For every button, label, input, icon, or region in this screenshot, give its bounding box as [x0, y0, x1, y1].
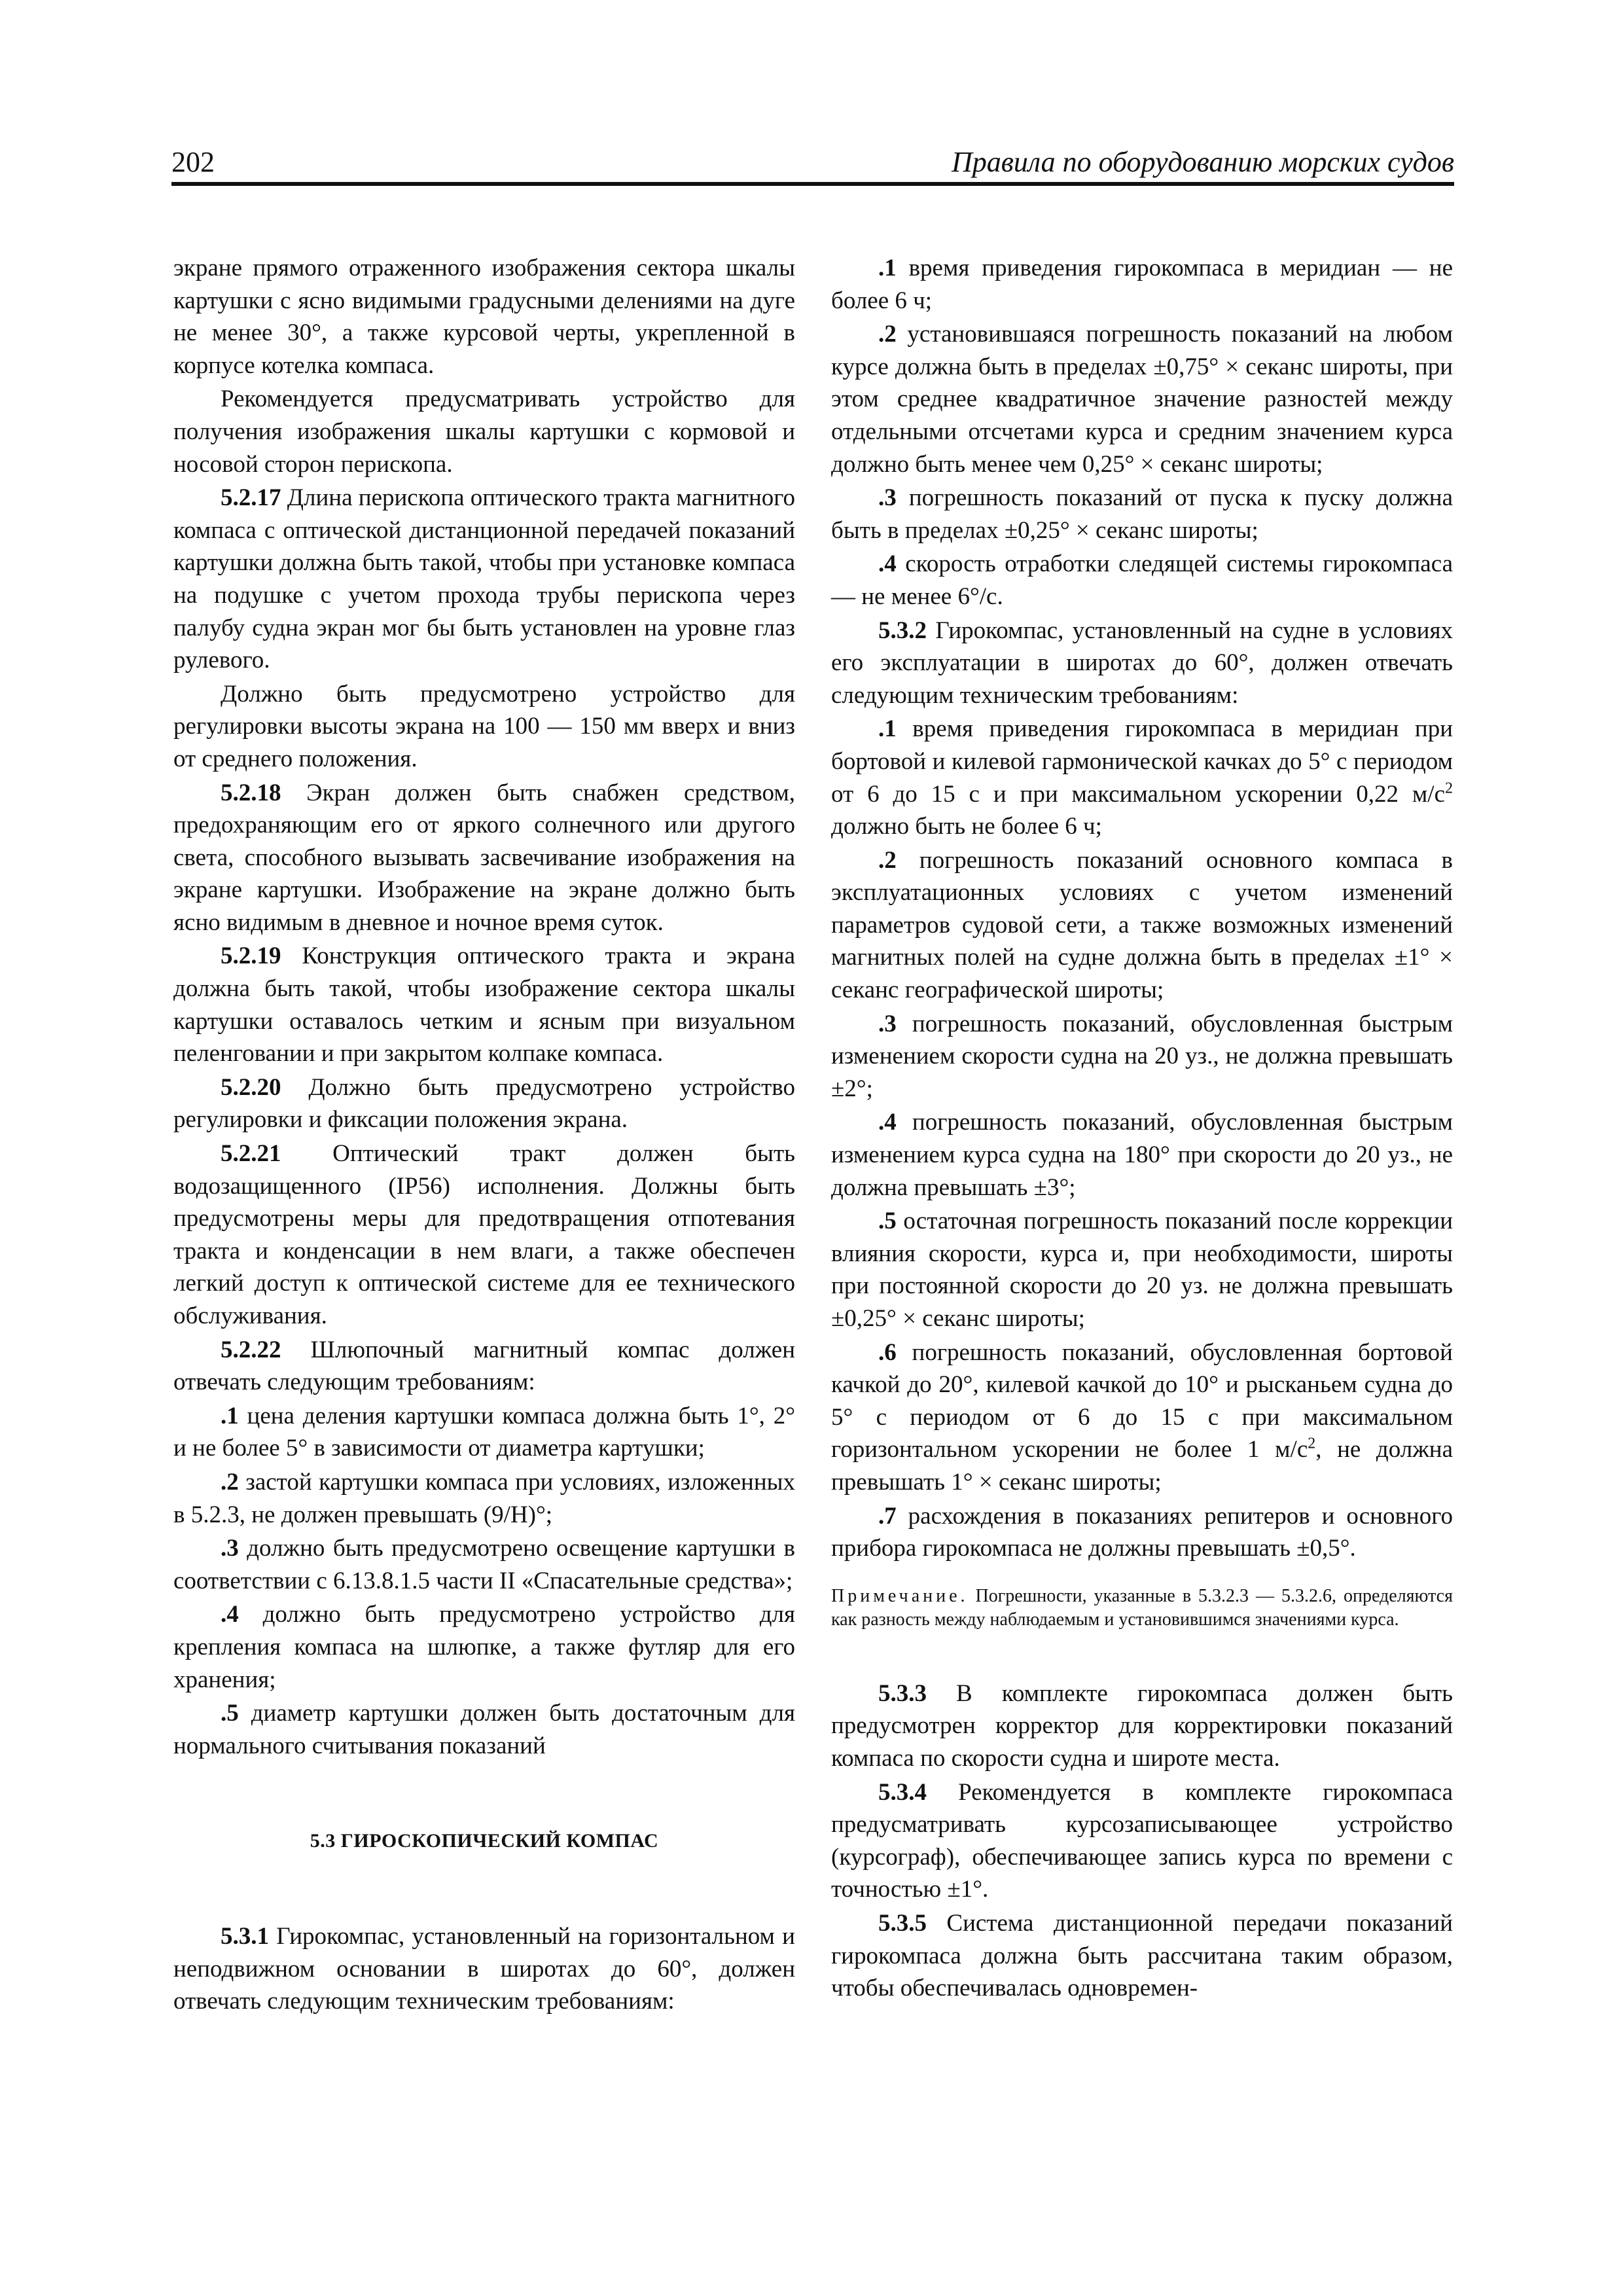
note: Примечание. Погрешности, указанные в 5.3.2.3 — 5.3.2.6, определяются как разность между наблюдаемым и установившимся значениями курса.	[831, 1585, 1453, 1630]
list-item: .7 расхождения в показаниях репитеров и основного прибора гирокомпаса не должны превышать ±0,5°.	[831, 1502, 1453, 1562]
list-item: .3 погрешность показаний от пуска к пуску должна быть в пределах ±0,25° × секанс широты;	[831, 484, 1453, 544]
clause-5-3-1: 5.3.1 Гирокомпас, установленный на горизонтальном и неподвижном основании в широтах до 60°, должен отвечать следующим техническим требованиям:	[173, 1922, 795, 2015]
clause-5-2-21: 5.2.21 Оптический тракт должен быть водозащищенного (IP56) исполнения. Должны быть предусмотрены меры для предотвращения отпотевания тракта и конденсации в нем влаги, а также обеспечен легкий доступ к оптической системе для ее технического обслуживания.	[173, 1140, 795, 1329]
list-item: .4 должно быть предусмотрено устройство для крепления компаса на шлюпке, а также футляр для его хранения;	[173, 1601, 795, 1693]
running-title: Правила по оборудованию морских судов	[951, 146, 1454, 178]
left-column	[173, 252, 795, 2019]
list-item: .2 установившаяся погрешность показаний на любом курсе должна быть в пределах ±0,75° × секанс широты, при этом среднее квадратичное значение разностей между отдельными отсчетами курса и средним значением курса должно быть менее чем 0,25° × секанс широты;	[831, 321, 1453, 478]
clause-5-2-17: 5.2.17 Длина перископа оптического тракта магнитного компаса с оптической дистанционной передачей показаний картушки должна быть такой, чтобы при установке компаса на подушке с учетом прохода трубы перископа через палубу судна экран мог бы быть установлен на уровне глаз рулевого.	[173, 484, 795, 674]
clause-5-3-3: 5.3.3 В комплекте гирокомпаса должен быть предусмотрен корректор для корректировки показаний компаса по скорости судна и широте места.	[831, 1679, 1453, 1772]
clause-5-3-2: 5.3.2 Гирокомпас, установленный на судне в условиях его эксплуатации в широтах до 60°, должен отвечать следующим техническим требованиям:	[831, 617, 1453, 709]
list-item: .4 погрешность показаний, обусловленная быстрым изменением курса судна на 180° при скорости до 20 уз., не должна превышать ±3°;	[831, 1109, 1453, 1201]
list-item: .6 погрешность показаний, обусловленная бортовой качкой до 20°, килевой качкой до 10° и рысканьем судна до 5° с периодом от 6 до 15 с при максимальном горизонтальном ускорении не более 1 $м/с^2$, не должна превышать 1° × секанс широты;	[831, 1338, 1453, 1496]
section-heading: 5.3 ГИРОСКОПИЧЕСКИЙ КОМПАС	[310, 1830, 659, 1852]
clause-5-2-20: 5.2.20 Должно быть предусмотрено устройство регулировки и фиксации положения экрана.	[173, 1073, 795, 1134]
note-label: Примечание.	[831, 1585, 969, 1606]
clause-5-3-5: 5.3.5 Система дистанционной передачи показаний гирокомпаса должна быть рассчитана таким образом, чтобы обеспечивалась одновремен-	[831, 1909, 1453, 2002]
list-item: .1 время приведения гирокомпаса в меридиан при бортовой и килевой гармонической качках до 5° с периодом от 6 до 15 с и при максимальном ускорении 0,22 $м/с^2$ должно быть не более 6 ч;	[831, 715, 1453, 840]
list-item: .1 цена деления картушки компаса должна быть 1°, 2° и не более 5° в зависимости от диаметра картушки;	[173, 1402, 795, 1462]
list-item: .4 скорость отработки следящей системы гирокомпаса — не менее 6°/с.	[831, 550, 1453, 610]
list-item: .3 должно быть предусмотрено освещение картушки в соответствии с 6.13.8.1.5 части II «Спасательные средства»;	[173, 1535, 795, 1594]
list-item: .2 погрешность показаний основного компаса в эксплуатационных условиях с учетом изменений параметров судовой сети, а также возможных изменений магнитных полей на судне должна быть в пределах ±1° × секанс географической широты;	[831, 846, 1453, 1004]
list-item: .1 время приведения гирокомпаса в меридиан — не более 6 ч;	[831, 255, 1453, 314]
list-item: .5 диаметр картушки должен быть достаточным для нормального считывания показаний	[173, 1700, 795, 1759]
list-item: .2 застой картушки компаса при условиях, изложенных в 5.2.3, не должен превышать (9/H)°;	[173, 1468, 795, 1528]
clause-5-2-22: 5.2.22 Шлюпочный магнитный компас должен отвечать следующим требованиям:	[173, 1336, 795, 1396]
page-number: 202	[171, 146, 215, 178]
list-item: .3 погрешность показаний, обусловленная быстрым изменением скорости судна на 20 уз., не должна превышать ±2°;	[831, 1010, 1453, 1102]
page-header	[171, 143, 1454, 186]
paragraph: Должно быть предусмотрено устройство для регулировки высоты экрана на 100 — 150 мм вверх и вниз от среднего положения.	[173, 680, 795, 772]
clause-5-3-4: 5.3.4 Рекомендуется в комплекте гирокомпаса предусматривать курсозаписывающее устройство (курсограф), обеспечивающее запись курса по времени с точностью ±1°.	[831, 1778, 1453, 1903]
list-item: .5 остаточная погрешность показаний после коррекции влияния скорости, курса и, при необходимости, широты при постоянной скорости до 20 уз. не должна превышать ±0,25° × секанс широты;	[831, 1208, 1453, 1332]
clause-5-2-19: 5.2.19 Конструкция оптического тракта и экрана должна быть такой, чтобы изображение сектора шкалы картушки оставалось четким и ясным при визуальном пеленговании и при закрытом колпаке компаса.	[173, 942, 795, 1067]
paragraph: Рекомендуется предусматривать устройство для получения изображения шкалы картушки с кормовой и носовой сторон перископа.	[173, 386, 795, 478]
right-column	[831, 252, 1453, 2006]
paragraph: экране прямого отраженного изображения сектора шкалы картушки с ясно видимыми градусными делениями на дуге не менее 30°, а также курсовой черты, укрепленной в корпусе котелка компаса.	[173, 255, 795, 379]
clause-5-2-18: 5.2.18 Экран должен быть снабжен средством, предохраняющим его от яркого солнечного или другого света, способного вызывать засвечивание изображения на экране картушки. Изображение на экране должно быть ясно видимым в дневное и ночное время суток.	[173, 779, 795, 936]
